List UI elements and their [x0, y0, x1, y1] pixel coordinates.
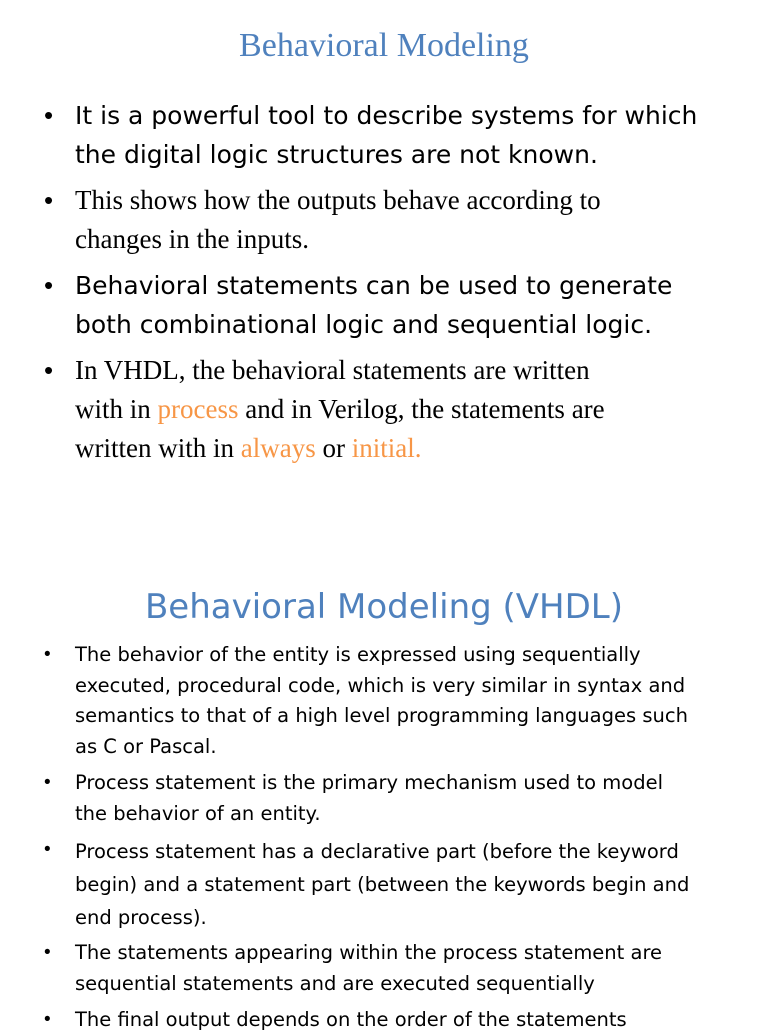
bullet-text: Process statement is the primary mechanism used to model the behavior of an entity. — [75, 771, 663, 825]
bullet-text: Process statement has a declarative part (before the keyword begin) and a statement part (between the keywords begin and end process). — [75, 840, 690, 929]
keyword-process: process — [157, 394, 246, 424]
bullet-dot: • — [44, 270, 54, 300]
bullet-dot: • — [44, 644, 51, 665]
bullet-text — [75, 351, 755, 468]
bullet-text: The statements appearing within the process statement are sequential statements and are executed sequentially — [75, 941, 663, 995]
bullet-text: This shows how the outputs behave according to changes in the inputs. — [75, 185, 601, 254]
bullet-text: Behavioral statements can be used to generate both combinational logic and sequential logic. — [75, 271, 673, 339]
bullet-dot: • — [44, 355, 54, 385]
bullet-dot: • — [44, 100, 54, 130]
text-segment: and in Verilog, the statements are written with in — [75, 394, 605, 463]
bullet-dot: • — [44, 772, 51, 793]
bullet-dot: • — [44, 185, 54, 215]
slide-title: Behavioral Modeling (VHDL) — [144, 587, 623, 627]
bullet-text: The final output depends on the order of the statements — [75, 1008, 627, 1031]
bullet-dot: • — [44, 839, 51, 860]
slide-behavioral-modeling-vhdl — [0, 570, 768, 1031]
bullet-text: It is a powerful tool to describe systems for which the digital logic structures are not known. — [75, 101, 698, 169]
slide-title: Behavioral Modeling — [239, 27, 529, 64]
text-segment: In VHDL, the behavioral statements are written with in — [75, 355, 590, 424]
text-segment: or — [315, 433, 352, 463]
bullet-text: The behavior of the entity is expressed using sequentially executed, procedural code, which is very similar in syntax and semantics to that of a high level programming languages such as C or Pascal. — [75, 643, 688, 758]
keyword-always: always — [240, 433, 316, 463]
bullet-dot: • — [44, 942, 51, 963]
keyword-initial: initial. — [351, 433, 422, 463]
bullet-dot: • — [44, 1009, 51, 1030]
slide-behavioral-modeling — [0, 0, 768, 500]
